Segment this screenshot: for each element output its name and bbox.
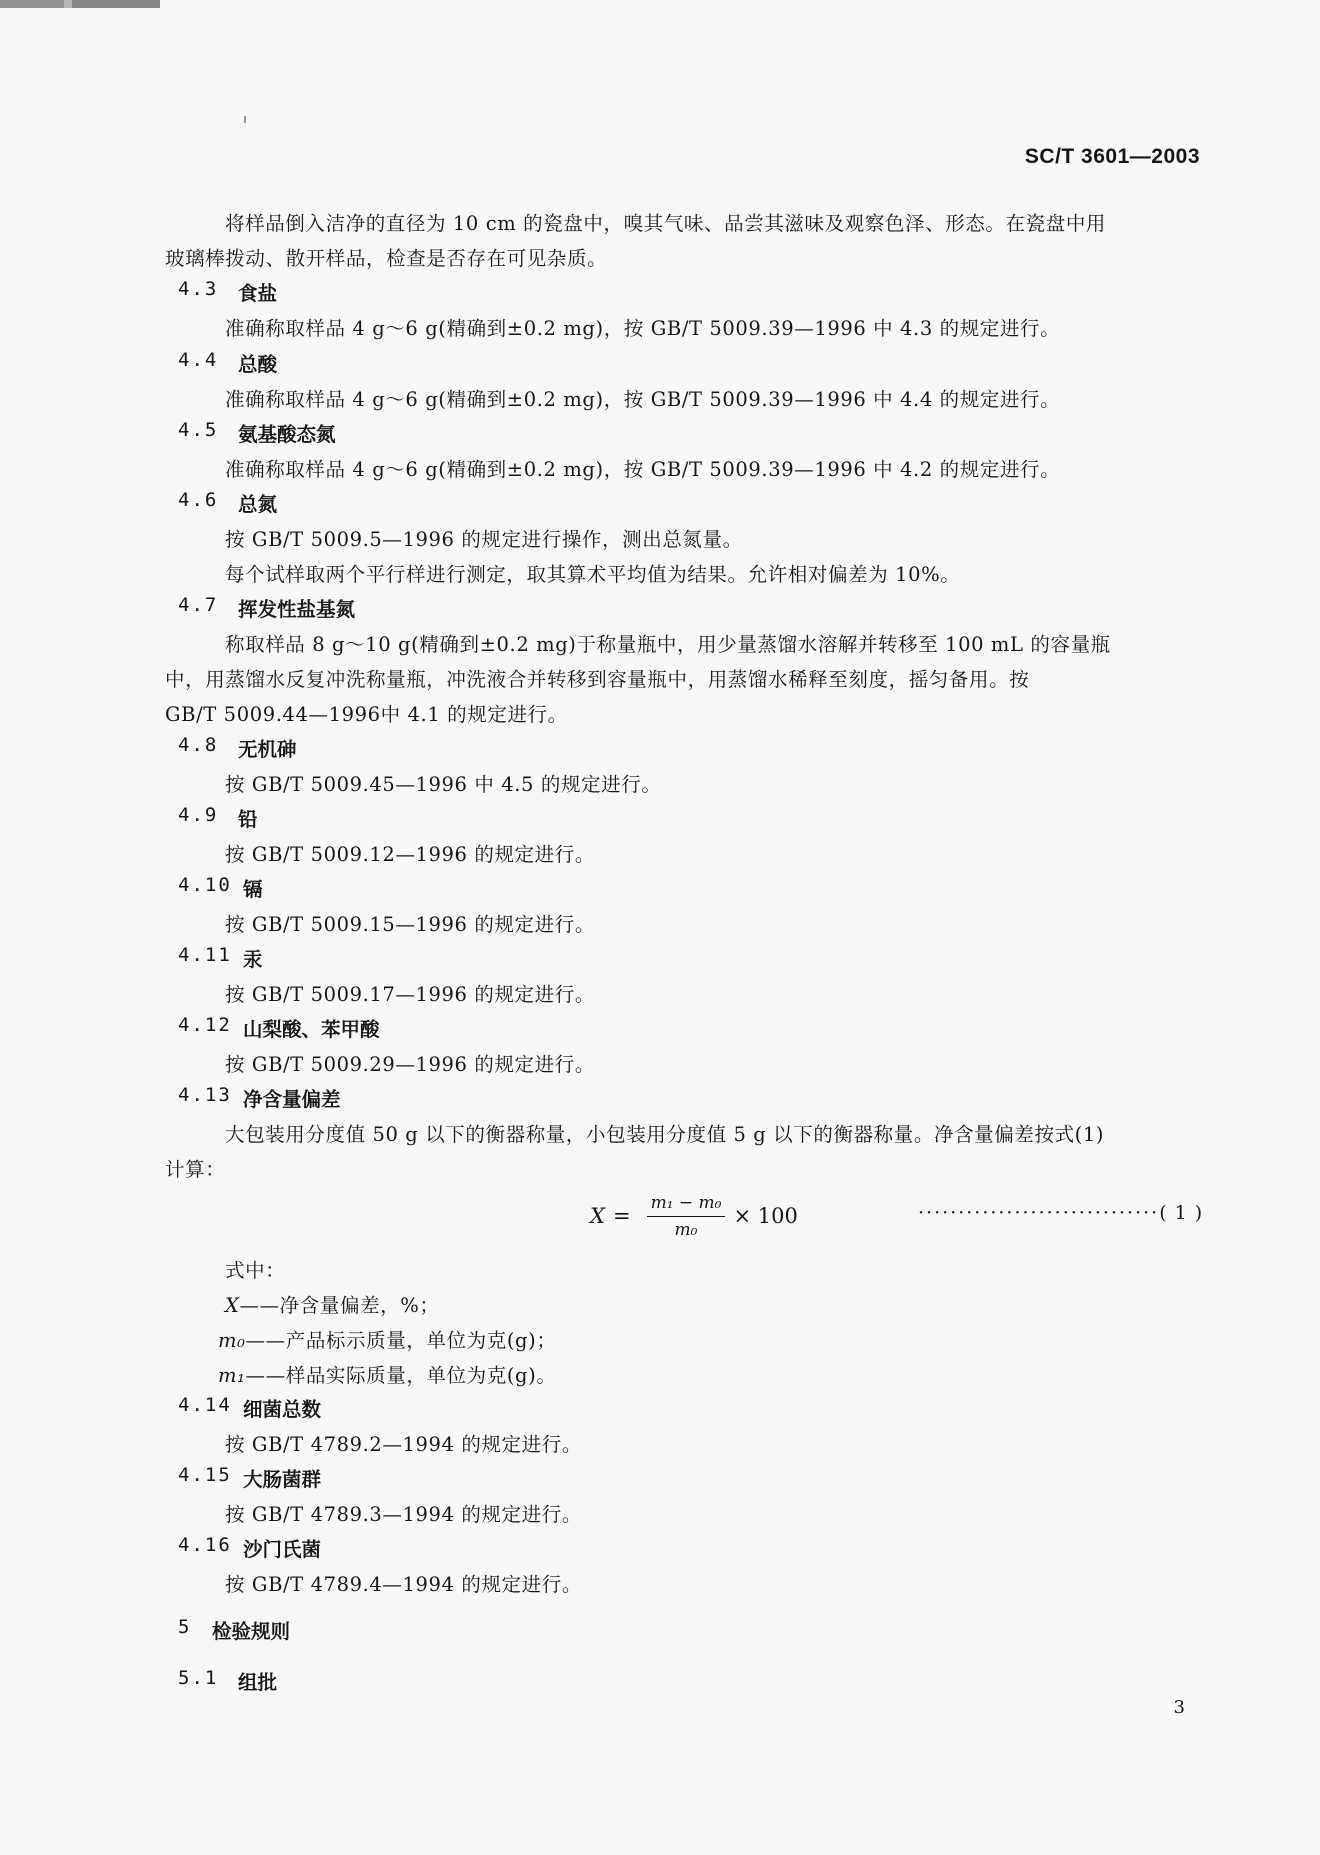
- paragraph-line: 按 GB/T 5009.5—1996 的规定进行操作，测出总氮量。: [225, 528, 743, 551]
- definition-desc: ——样品实际质量，单位为克(g)。: [245, 1364, 557, 1387]
- paragraph-line: 中，用蒸馏水反复冲洗称量瓶，冲洗液合并转移到容量瓶中，用蒸馏水稀释至刻度，摇匀备用。按: [165, 668, 1030, 691]
- paragraph-line: 按 GB/T 5009.29—1996 的规定进行。: [225, 1053, 595, 1076]
- definition-symbol: m₀: [218, 1329, 246, 1352]
- section-title: 食盐: [238, 282, 278, 305]
- paragraph-line: 按 GB/T 5009.17—1996 的规定进行。: [225, 983, 595, 1006]
- section-title: 总酸: [238, 353, 278, 376]
- paragraph-line: 每个试样取两个平行样进行测定，取其算术平均值为结果。允许相对偏差为 10%。: [225, 563, 961, 586]
- section-number: 4.8: [178, 734, 219, 756]
- section-number: 4.10: [178, 874, 232, 896]
- formula-numerator: m₁ − m₀: [647, 1193, 726, 1217]
- section-title: 检验规则: [212, 1620, 291, 1643]
- definitions-intro: 式中：: [225, 1259, 286, 1282]
- section-number: 4.12: [178, 1014, 232, 1036]
- paragraph-line: 将样品倒入洁净的直径为 10 cm 的瓷盘中，嗅其气味、品尝其滋味及观察色泽、形态。在瓷盘中用: [225, 212, 1107, 235]
- scan-speck: [244, 116, 246, 123]
- section-number: 4.15: [178, 1464, 232, 1486]
- paragraph-line: 准确称取样品 4 g～6 g(精确到±0.2 mg)，按 GB/T 5009.39—1996 中 4.3 的规定进行。: [225, 317, 1061, 340]
- definition-item: [218, 1325, 556, 1353]
- paragraph-line: 准确称取样品 4 g～6 g(精确到±0.2 mg)，按 GB/T 5009.39—1996 中 4.2 的规定进行。: [225, 458, 1061, 481]
- section-title: 山梨酸、苯甲酸: [243, 1018, 380, 1041]
- formula-lhs: X: [590, 1204, 605, 1228]
- section-title: 氨基酸态氮: [238, 423, 336, 446]
- section-number: 4.14: [178, 1394, 232, 1416]
- section-number: 4.16: [178, 1534, 232, 1556]
- section-title: 无机砷: [238, 738, 297, 761]
- section-title: 大肠菌群: [243, 1468, 322, 1491]
- formula-leader-dots: ······························: [918, 1202, 1160, 1224]
- paragraph-line: 按 GB/T 5009.15—1996 的规定进行。: [225, 913, 595, 936]
- standard-code: SC/T 3601—2003: [1024, 145, 1200, 168]
- definition-symbol: X: [225, 1294, 240, 1317]
- formula-label: ( 1 ): [1159, 1202, 1204, 1224]
- section-title: 总氮: [238, 493, 278, 516]
- paragraph-line: 玻璃棒拨动、散开样品，检查是否存在可见杂质。: [165, 247, 608, 270]
- section-number: 4.9: [178, 804, 219, 826]
- section-title: 镉: [243, 878, 263, 901]
- section-title: 沙门氏菌: [243, 1538, 322, 1561]
- paragraph-line: 大包装用分度值 50 g 以下的衡器称量，小包装用分度值 5 g 以下的衡器称量。净含量偏差按式(1): [225, 1123, 1105, 1146]
- definition-item: [225, 1290, 440, 1318]
- section-number: 4.11: [178, 944, 232, 966]
- paragraph-line: GB/T 5009.44—1996中 4.1 的规定进行。: [165, 703, 568, 726]
- paragraph-line: 按 GB/T 4789.4—1994 的规定进行。: [225, 1573, 582, 1596]
- section-title: 挥发性盐基氮: [238, 598, 356, 621]
- formula-number: [918, 1202, 1203, 1224]
- formula-multiplier: × 100: [733, 1204, 798, 1228]
- section-title: 铅: [238, 808, 258, 831]
- formula-denominator: m₀: [674, 1219, 698, 1240]
- definition-desc: ——净含量偏差，%；: [239, 1294, 440, 1317]
- section-number: 5.1: [178, 1667, 219, 1689]
- paragraph-line: 计算：: [165, 1158, 226, 1181]
- section-number: 4.4: [178, 349, 219, 371]
- page-number: 3: [1173, 1697, 1185, 1718]
- paragraph-line: 按 GB/T 4789.3—1994 的规定进行。: [225, 1503, 582, 1526]
- section-title: 组批: [238, 1671, 278, 1694]
- paragraph-line: 按 GB/T 5009.45—1996 中 4.5 的规定进行。: [225, 773, 662, 796]
- section-number: 4.5: [178, 419, 219, 441]
- section-number: 5: [178, 1616, 192, 1638]
- definition-item: [218, 1360, 556, 1388]
- paragraph-line: 按 GB/T 4789.2—1994 的规定进行。: [225, 1433, 582, 1456]
- section-number: 4.6: [178, 489, 219, 511]
- paragraph-line: 按 GB/T 5009.12—1996 的规定进行。: [225, 843, 595, 866]
- section-number: 4.13: [178, 1084, 232, 1106]
- section-number: 4.7: [178, 594, 219, 616]
- section-number: 4.3: [178, 278, 219, 300]
- section-title: 净含量偏差: [243, 1088, 341, 1111]
- formula-1: [590, 1186, 798, 1246]
- paragraph-line: 准确称取样品 4 g～6 g(精确到±0.2 mg)，按 GB/T 5009.39—1996 中 4.4 的规定进行。: [225, 388, 1061, 411]
- formula-fraction: [647, 1193, 726, 1240]
- formula-equals: =: [612, 1204, 631, 1228]
- section-title: 汞: [243, 948, 263, 971]
- definition-desc: ——产品标示质量，单位为克(g)；: [245, 1329, 557, 1352]
- section-title: 细菌总数: [243, 1398, 322, 1421]
- definition-symbol: m₁: [218, 1364, 246, 1387]
- scan-edge-mark: [0, 0, 160, 8]
- paragraph-line: 称取样品 8 g～10 g(精确到±0.2 mg)于称量瓶中，用少量蒸馏水溶解并转移至 100 mL 的容量瓶: [225, 633, 1111, 656]
